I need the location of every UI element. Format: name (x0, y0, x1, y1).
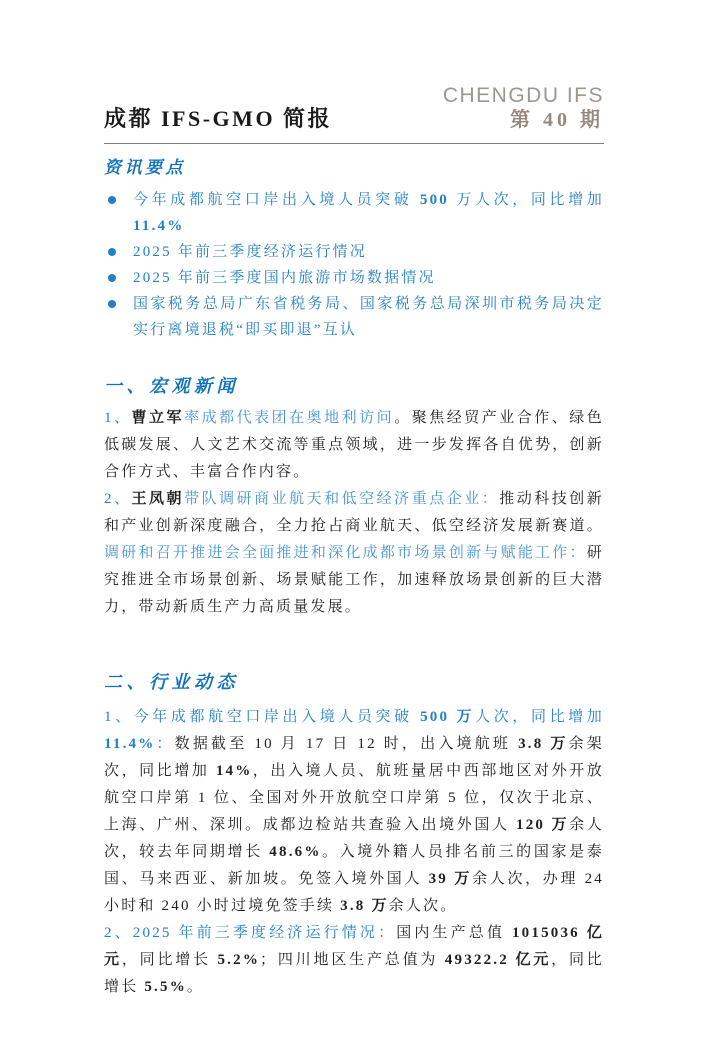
highlight-text (133, 296, 604, 338)
text-run: ，同比增长 (104, 952, 604, 996)
section-industry-heading: 二、行业动态 (104, 672, 239, 693)
highlight-item (104, 239, 604, 265)
text-run: ；四川地区生产总值为 (260, 952, 445, 969)
text-run: 2025 年前三季度经济运行情况 (133, 244, 367, 261)
document-title: 成都 IFS-GMO 简报 (104, 105, 333, 131)
text-run: 3.8 万 (340, 898, 389, 915)
text-run: 余人次，办理 24 小时和 240 小时过境免签手续 (104, 871, 604, 915)
highlight-text (133, 244, 367, 260)
title-divider (104, 143, 604, 144)
text-run: 49322.2 亿元 (444, 952, 552, 969)
highlight-text (133, 192, 604, 234)
issue-number: 第 40 期 (510, 109, 604, 132)
highlight-item (104, 291, 604, 343)
text-run: 5.2% (217, 952, 261, 969)
text-run: 2025 年前三季度国内旅游市场数据情况 (133, 270, 436, 287)
text-run: 推动科技创新和产业创新深度融合，全力抢占商业航天、低空经济发展新赛道。 (104, 491, 604, 535)
text-run: 11.4% (104, 736, 156, 753)
text-run: 余人次。 (388, 898, 458, 915)
text-run: 14% (215, 763, 253, 780)
bullet-icon (108, 300, 116, 308)
text-run: 余人次，较去年同期增长 (104, 817, 604, 861)
section-industry-trends (104, 668, 604, 1001)
highlights-list (104, 187, 604, 343)
section-macro-heading: 一、宏观新闻 (104, 376, 239, 397)
masthead (104, 84, 604, 132)
text-run: 11.4% (133, 218, 185, 235)
text-run: 。 (186, 979, 205, 996)
macro-paragraph-2 (104, 486, 604, 621)
text-run: 国家税务总局广东省税务局、国家税务总局深圳市税务局决定实行离境退税“即买即退”互认 (133, 296, 604, 339)
text-run: 王凤朝 (131, 491, 185, 508)
text-run: 3.8 万 (518, 736, 569, 753)
text-run: 500 (419, 192, 449, 209)
text-run: 万人次，同比增加 (448, 192, 604, 209)
highlight-item (104, 265, 604, 291)
text-run: 数据截至 10 月 17 日 12 时，出入境航班 (174, 736, 519, 753)
text-run: 5.5% (144, 979, 187, 996)
section-macro-news (104, 372, 604, 621)
text-run: 研究推进全市场景创新、场景赋能工作，加速释放场景创新的巨大潜力，带动新质生产力高质量发展。 (104, 545, 604, 616)
text-run: 500 万 (420, 709, 476, 726)
brand-logotype: CHENGDU IFS (442, 84, 604, 107)
text-run: ，出入境人员、航班量居中西部地区对外开放航空口岸第 1 位、全国对外开放航空口岸第 5 位，仅次于北京、上海、广州、深圳。成都边检站共查验入出境外国人 (104, 763, 604, 834)
highlight-text (133, 270, 436, 286)
text-run: 曹立军 (131, 410, 185, 427)
text-run: 1、今年成都航空口岸出入境人员突破 (104, 709, 421, 726)
text-run: ： (155, 736, 175, 753)
text-run: 调研和召开推进会全面推进和深化成都市场景创新与赋能工作： (104, 545, 587, 562)
text-run: 48.6% (269, 844, 322, 861)
text-run: 人次，同比增加 (475, 709, 604, 726)
text-run: 余架次，同比增加 (104, 736, 604, 780)
text-run: 带队调研商业航天和低空经济重点企业： (184, 491, 500, 508)
macro-paragraph-1 (104, 405, 604, 486)
text-run: 2、 (104, 491, 132, 508)
text-run: ，同比增长 (121, 952, 218, 969)
text-run: 国内生产总值 (396, 925, 512, 942)
text-run: 120 万 (516, 817, 570, 834)
text-run: 1015036 亿元 (104, 925, 604, 969)
text-run: 。聚焦经贸产业合作、绿色低碳发展、人文艺术交流等重点领域，进一步发挥各自优势，创新合作方式、丰富合作内容。 (104, 410, 604, 481)
bullet-icon (108, 196, 116, 204)
industry-paragraph-1 (104, 704, 604, 920)
bullet-icon (108, 274, 116, 282)
text-run: 今年成都航空口岸出入境人员突破 (133, 192, 420, 209)
issue-block (443, 84, 604, 132)
text-run: 。入境外籍人员排名前三的国家是泰国、马来西亚、新加坡。免签入境外国人 (104, 844, 604, 888)
highlights-section (104, 153, 604, 343)
text-run: 2、2025 年前三季度经济运行情况： (104, 925, 397, 942)
text-run: 39 万 (428, 871, 473, 888)
highlights-heading: 资讯要点 (104, 158, 186, 178)
highlight-item (104, 187, 604, 239)
industry-paragraph-2 (104, 920, 604, 1001)
text-run: 1、 (104, 410, 132, 427)
text-run: 率成都代表团在奥地利访问 (184, 410, 395, 427)
bullet-icon (108, 248, 116, 256)
